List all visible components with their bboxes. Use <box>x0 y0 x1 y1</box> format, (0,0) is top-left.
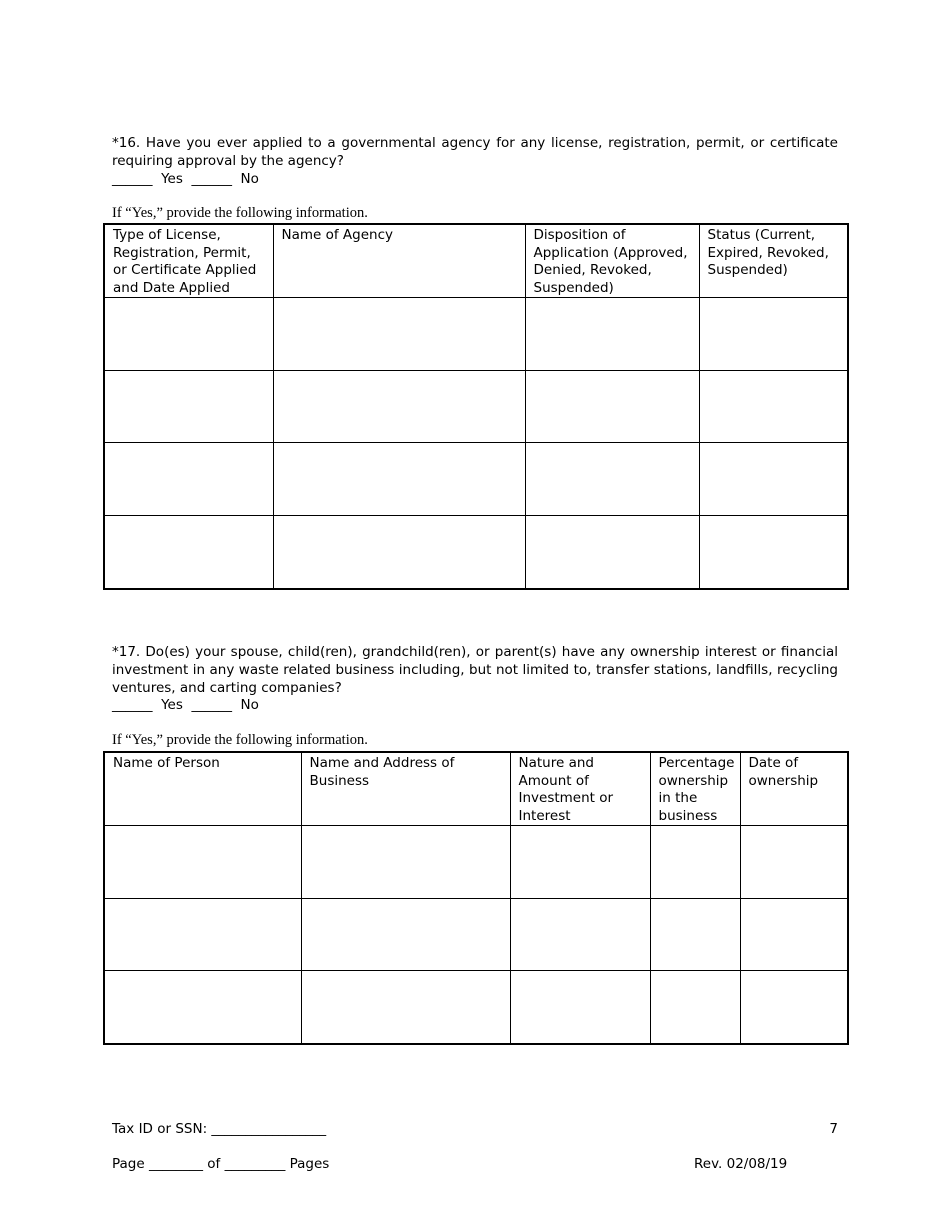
question-17-instruction: If “Yes,” provide the following information. <box>112 732 368 748</box>
table-cell[interactable] <box>273 516 525 589</box>
question-17-text: *17. Do(es) your spouse, child(ren), grandchild(ren), or parent(s) have any ownership interest or financial investment in any waste related business including, but not limited to, transfer stations, landfills, recycling ventures, and carting companies? <box>112 644 838 696</box>
table-cell[interactable] <box>740 899 848 971</box>
table-cell[interactable] <box>301 826 510 899</box>
table-row <box>104 516 848 589</box>
table-cell[interactable] <box>273 298 525 371</box>
tax-id-field[interactable]: Tax ID or SSN: _________________ <box>112 1121 327 1137</box>
table-row <box>104 443 848 516</box>
table-cell[interactable] <box>699 516 848 589</box>
question-16-yes-no[interactable]: ______ Yes ______ No <box>112 171 259 187</box>
table-cell[interactable] <box>510 971 650 1044</box>
table-cell[interactable] <box>301 899 510 971</box>
table-cell[interactable] <box>740 971 848 1044</box>
table-cell[interactable] <box>104 971 301 1044</box>
question-17-yes-no[interactable]: ______ Yes ______ No <box>112 697 259 713</box>
page-count-field[interactable]: Page ________ of _________ Pages <box>112 1156 330 1172</box>
header-ownership-percentage: Percentage ownership in the business <box>650 752 740 826</box>
table-header-row <box>104 752 848 826</box>
table-row <box>104 371 848 443</box>
table-cell[interactable] <box>301 971 510 1044</box>
question-16-instruction: If “Yes,” provide the following information. <box>112 205 368 221</box>
header-status: Status (Current, Expired, Revoked, Suspended) <box>699 224 848 298</box>
table-row <box>104 971 848 1044</box>
header-investment-nature: Nature and Amount of Investment or Interest <box>510 752 650 826</box>
table-cell[interactable] <box>650 826 740 899</box>
table-cell[interactable] <box>525 443 699 516</box>
license-application-table <box>103 223 849 590</box>
table-cell[interactable] <box>104 899 301 971</box>
table-cell[interactable] <box>273 371 525 443</box>
table-cell[interactable] <box>699 298 848 371</box>
table-cell[interactable] <box>740 826 848 899</box>
table-cell[interactable] <box>510 899 650 971</box>
table-cell[interactable] <box>650 971 740 1044</box>
page-number: 7 <box>829 1121 838 1137</box>
table-row <box>104 899 848 971</box>
table-cell[interactable] <box>650 899 740 971</box>
table-cell[interactable] <box>273 443 525 516</box>
header-business-name-address: Name and Address of Business <box>301 752 510 826</box>
revision-date: Rev. 02/08/19 <box>694 1156 788 1172</box>
table-cell[interactable] <box>104 371 273 443</box>
header-license-type: Type of License, Registration, Permit, or Certificate Applied and Date Applied <box>104 224 273 298</box>
table-cell[interactable] <box>525 516 699 589</box>
table-cell[interactable] <box>104 443 273 516</box>
table-cell[interactable] <box>104 298 273 371</box>
table-header-row <box>104 224 848 298</box>
table-cell[interactable] <box>525 298 699 371</box>
question-16-text: *16. Have you ever applied to a governmental agency for any license, registration, permit, or certificate requiring approval by the agency? <box>112 135 838 169</box>
table-cell[interactable] <box>699 443 848 516</box>
table-row <box>104 826 848 899</box>
header-person-name: Name of Person <box>104 752 301 826</box>
table-cell[interactable] <box>510 826 650 899</box>
header-agency-name: Name of Agency <box>273 224 525 298</box>
table-cell[interactable] <box>699 371 848 443</box>
table-row <box>104 298 848 371</box>
header-ownership-date: Date of ownership <box>740 752 848 826</box>
table-cell[interactable] <box>525 371 699 443</box>
header-disposition: Disposition of Application (Approved, Denied, Revoked, Suspended) <box>525 224 699 298</box>
table-cell[interactable] <box>104 826 301 899</box>
ownership-interest-table <box>103 751 849 1045</box>
table-cell[interactable] <box>104 516 273 589</box>
